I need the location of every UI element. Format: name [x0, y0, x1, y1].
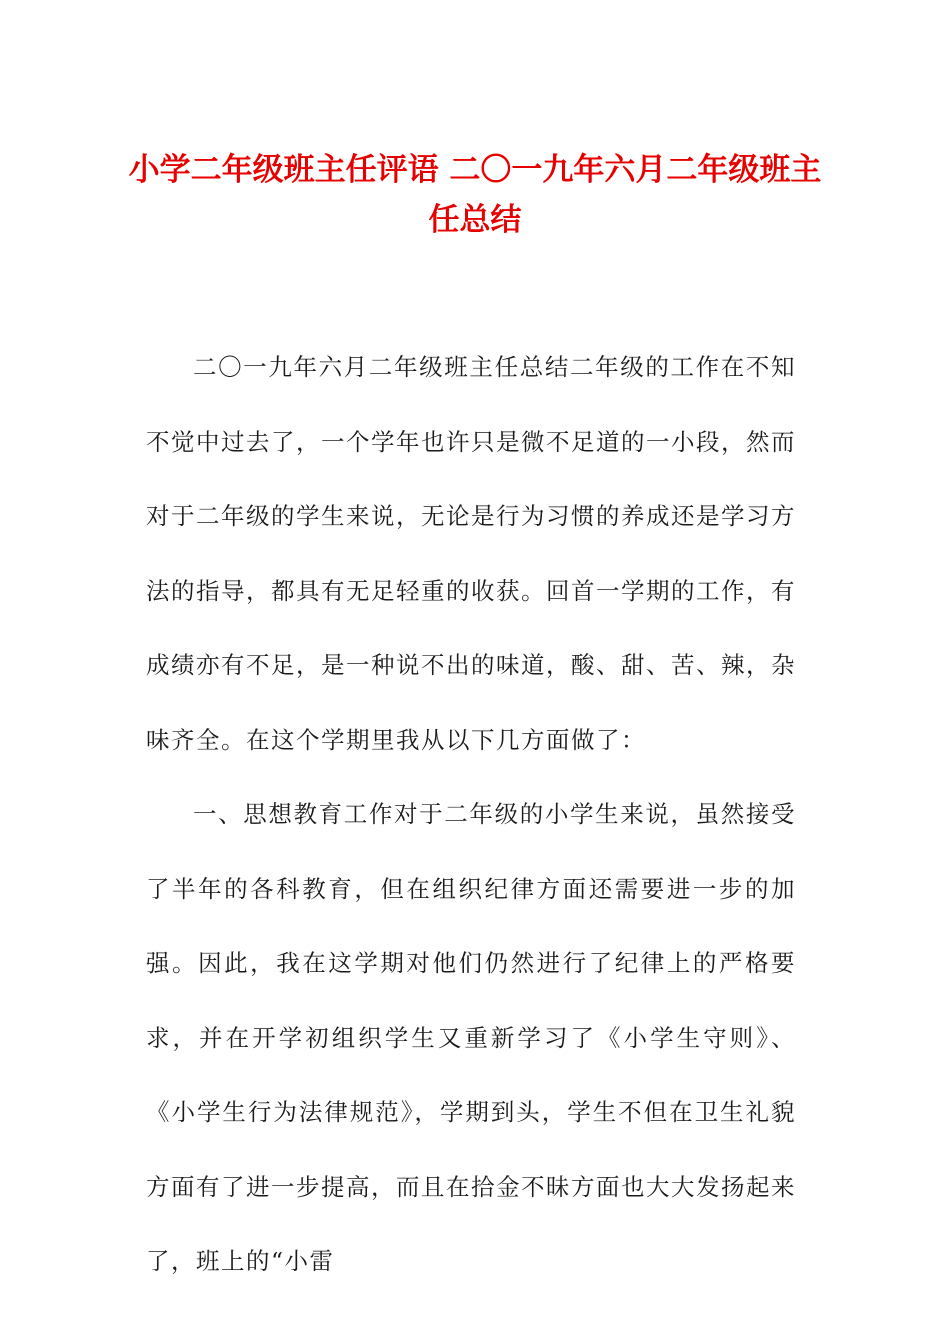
paragraph-1: 二〇一九年六月二年级班主任总结二年级的工作在不知不觉中过去了，一个学年也许只是微不足道的一小段，然而对于二年级的学生来说，无论是行为习惯的养成还是学习方法的指导，都具有无足轻重的收获。回首一学期的工作，有成绩亦有不足，是一种说不出的味道，酸、甜、苦、辣，杂味齐全。在这个学期里我从以下几方面做了：	[146, 353, 796, 754]
paragraph-2: 一、思想教育工作对于二年级的小学生来说，虽然接受了半年的各科教育，但在组织纪律方面还需要进一步的加强。因此，我在这学期对他们仍然进行了纪律上的严格要求，并在开学初组织学生又重新学习了《小学生守则》、《小学生行为法律规范》，学期到头，学生不但在卫生礼貌方面有了进一步提高，而且在拾金不昧方面也大大发扬起来了，班上的“小雷	[146, 800, 796, 1275]
document-title: 小学二年级班主任评语 二〇一九年六月二年级班主任总结	[128, 152, 822, 238]
document-body	[146, 330, 796, 1299]
